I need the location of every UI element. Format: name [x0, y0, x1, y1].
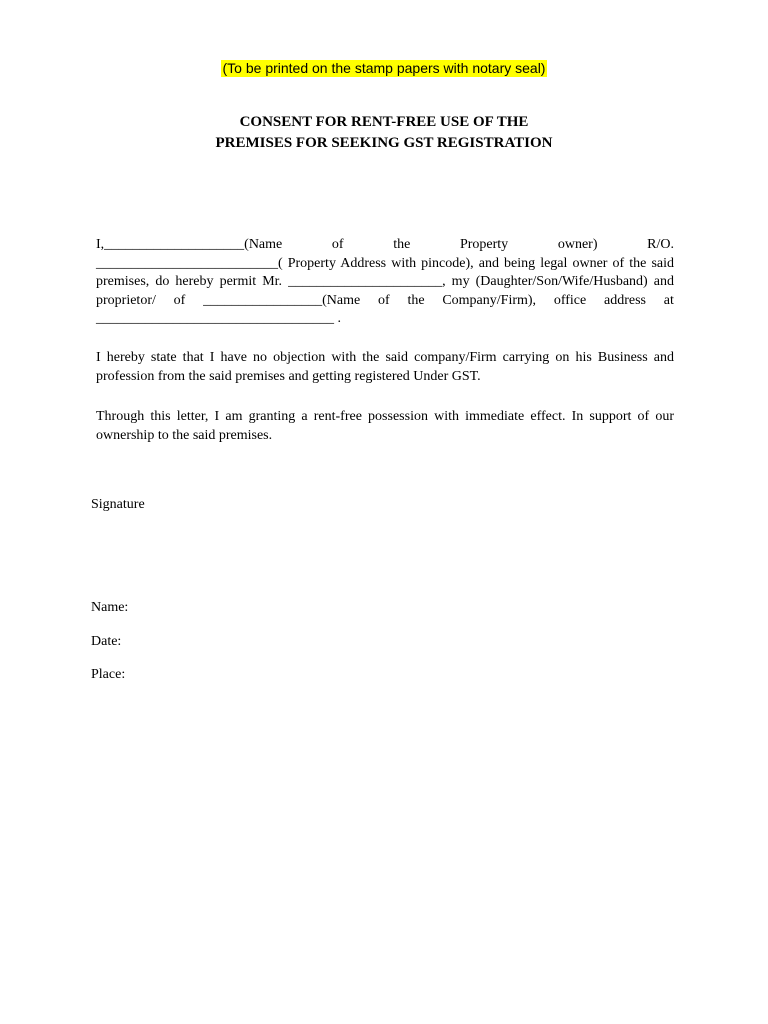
- consent-line-4-word: proprietor/: [96, 292, 156, 308]
- consent-line-4-word: of: [377, 292, 390, 308]
- title-line-1: CONSENT FOR RENT-FREE USE OF THE: [239, 114, 529, 130]
- consent-line-5: __________________________________ .: [96, 311, 341, 326]
- consent-line-4-word: address: [604, 292, 647, 308]
- consent-line-1-word: Property: [459, 237, 509, 252]
- consent-line-4-word: office: [553, 292, 587, 308]
- consent-line-1-word: owner): [557, 237, 598, 252]
- consent-line-2: __________________________( Property Address with pincode), and being legal owner of the said: [96, 255, 674, 271]
- date-label: Date:: [91, 634, 122, 649]
- consent-line-3: premises, do hereby permit Mr. ______________________, my (Daughter/Son/Wife/Husband) and: [96, 274, 674, 289]
- consent-line-4-word: the: [407, 292, 425, 308]
- consent-line-4-word: _________________(Name: [203, 292, 361, 308]
- no-objection-paragraph: I hereby state that I have no objection with the said company/Firm carrying on his Business and profession from the said premises and getting registered Under GST.: [96, 350, 674, 384]
- signature-label: Signature: [91, 497, 145, 512]
- consent-line-1: [96, 236, 674, 255]
- name-label: Name:: [91, 600, 129, 615]
- consent-paragraph: [96, 236, 674, 329]
- consent-line-1-word: I,____________________(Name: [96, 237, 283, 252]
- consent-line-1-word: R/O.: [647, 237, 674, 252]
- print-instruction-note: (To be printed on the stamp papers with notary seal): [222, 60, 546, 76]
- consent-line-1-word: the: [393, 237, 411, 252]
- consent-line-4-word: Company/Firm),: [442, 292, 537, 308]
- consent-line-4-word: at: [663, 292, 674, 308]
- consent-line-4-word: of: [173, 292, 186, 308]
- title-line-2: PREMISES FOR SEEKING GST REGISTRATION: [215, 135, 553, 151]
- document-title: [0, 112, 768, 154]
- possession-paragraph: Through this letter, I am granting a rent-free possession with immediate effect. In support of our ownership to the said premises.: [96, 409, 674, 443]
- print-note-container: [0, 60, 768, 78]
- place-label: Place:: [91, 667, 126, 682]
- consent-line-1-word: of: [331, 237, 344, 252]
- consent-line-4: [96, 292, 674, 311]
